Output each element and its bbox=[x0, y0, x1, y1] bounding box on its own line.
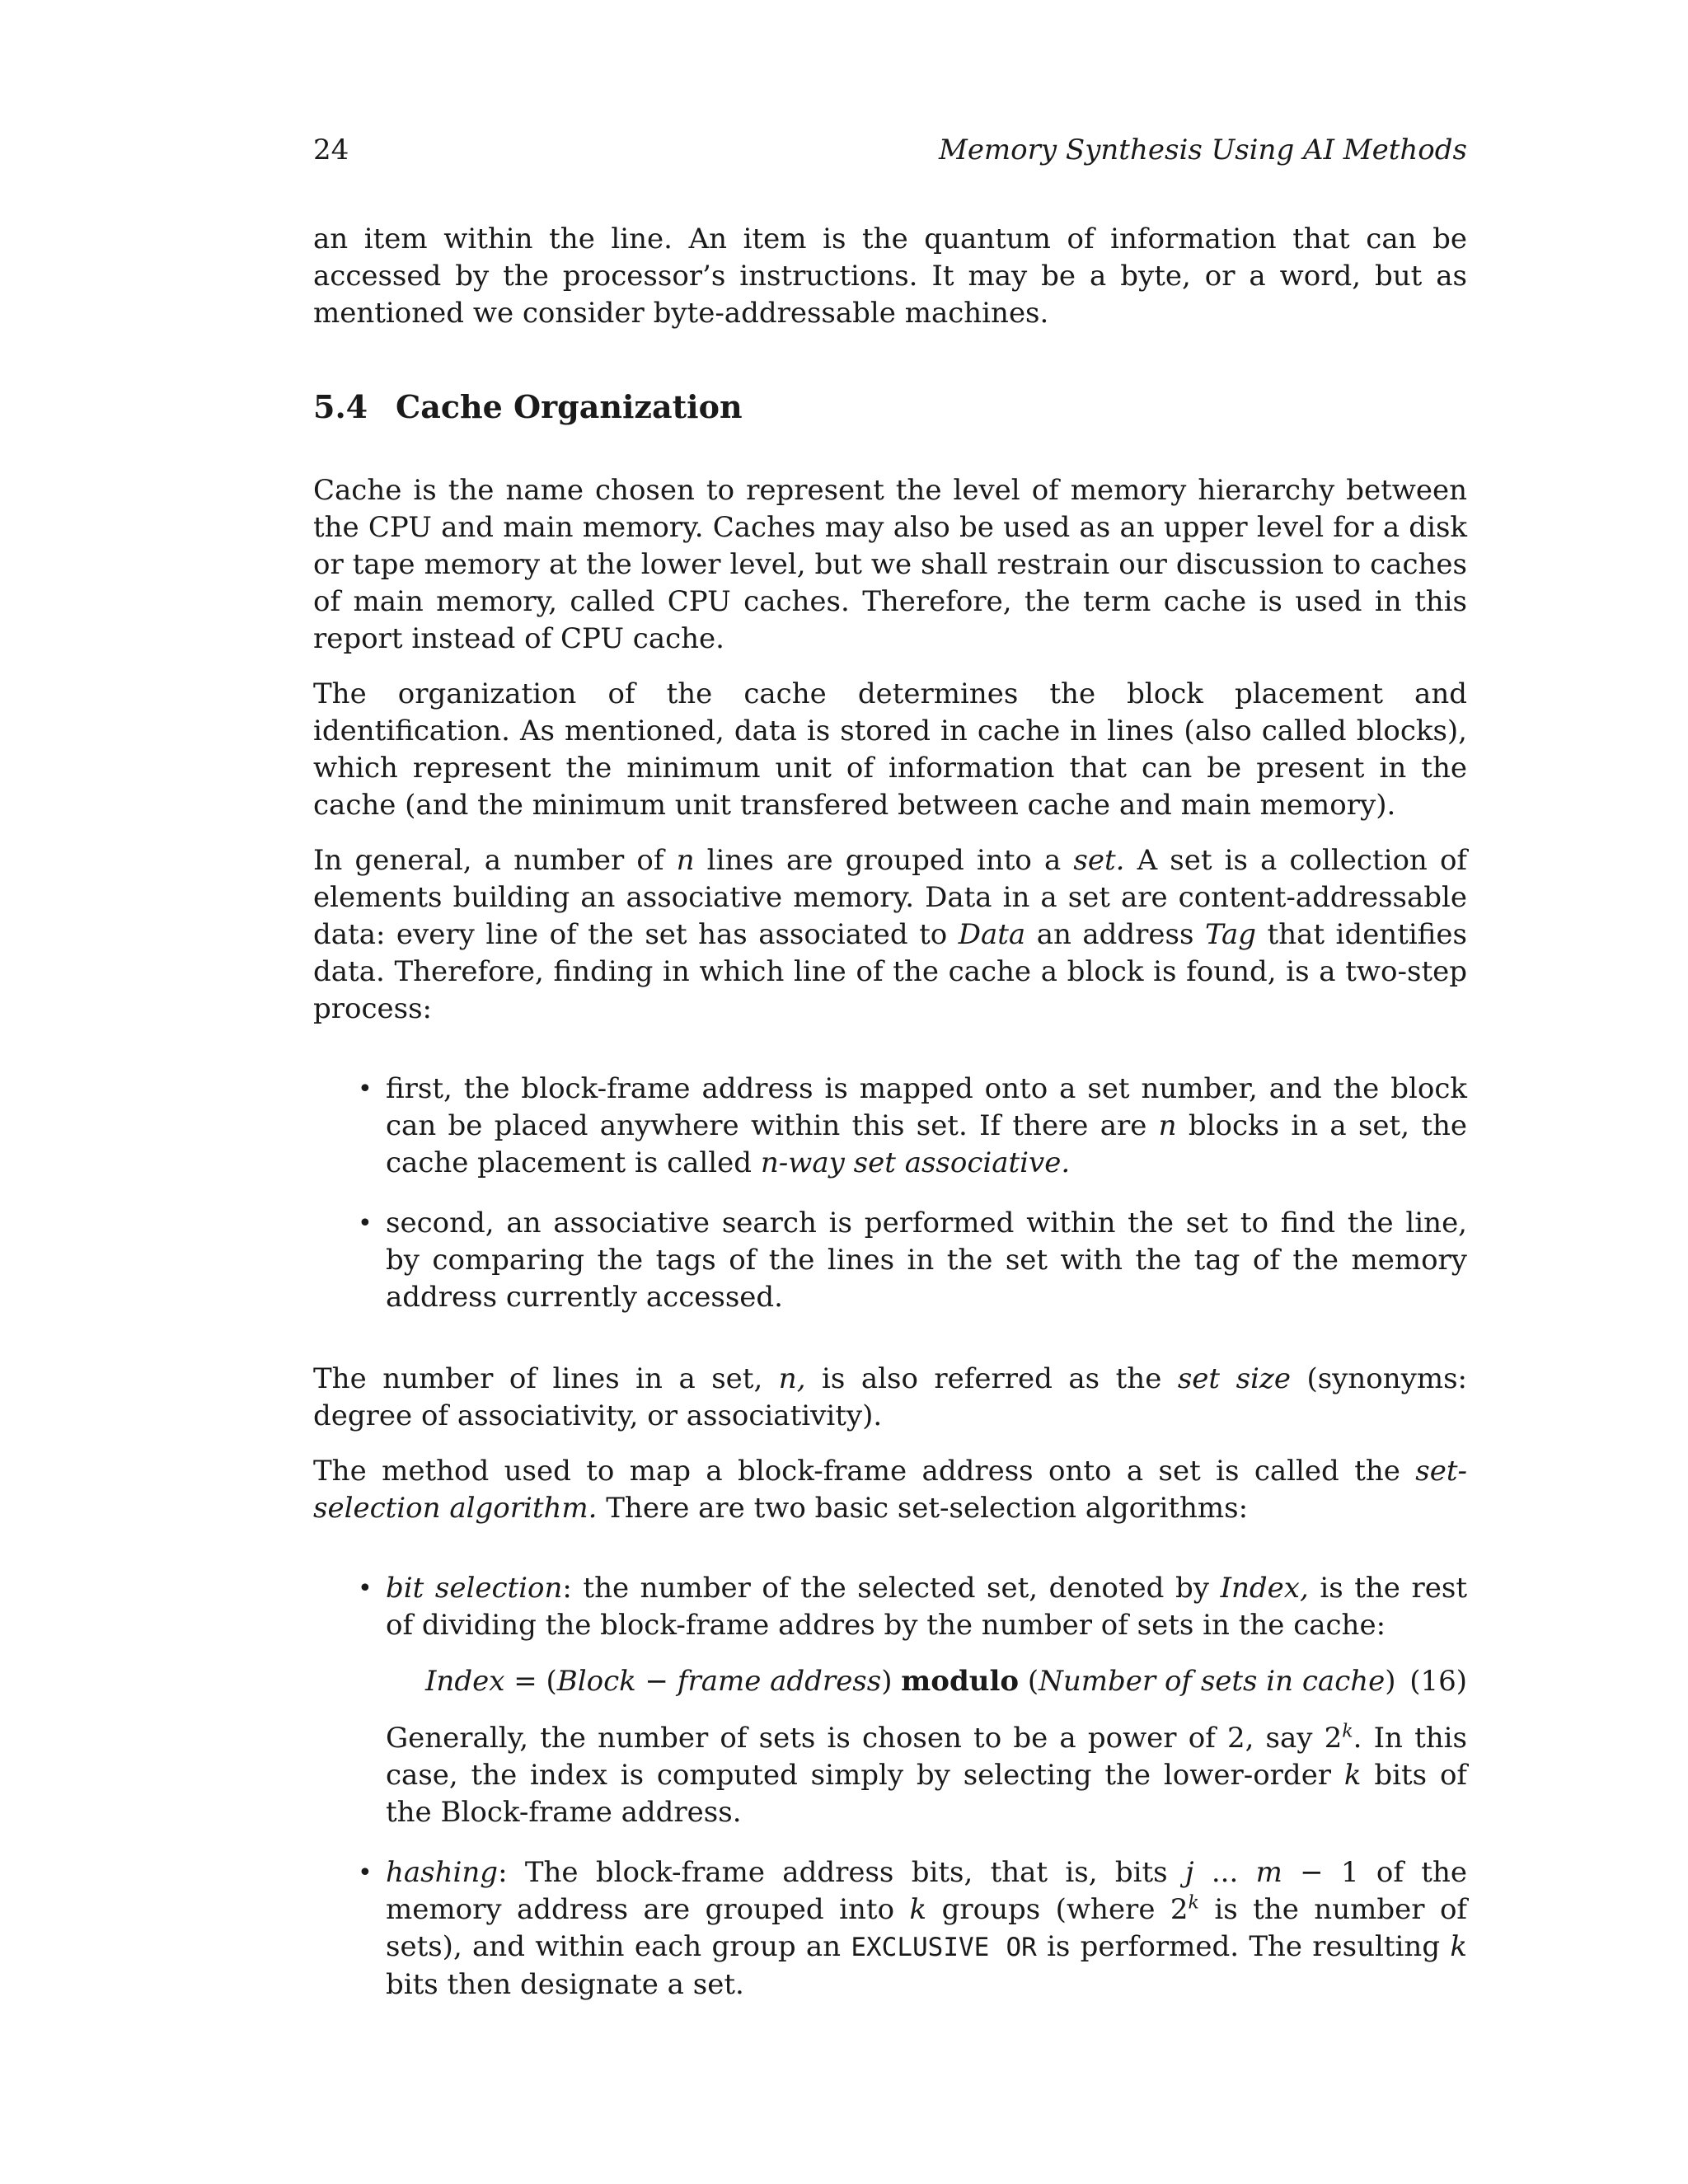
page-number: 24 bbox=[313, 134, 349, 166]
bullet-icon: • bbox=[358, 1858, 373, 1887]
paragraph-cache-organization: The organization of the cache determines the block placement and identification. As mentioned, data is stored in cache in lines (also called blocks), which represent the minimum unit of information that can be present in the cache (and the minimum unit transfered between cache and main memory). bbox=[313, 677, 1467, 822]
equation-16 bbox=[386, 1662, 1467, 1700]
paragraph-set-selection: The method used to map a block-frame address onto a set is called the set-selection algorithm. There are two basic set-selection algorithms: bbox=[313, 1455, 1467, 1525]
bullet-icon: • bbox=[358, 1209, 373, 1238]
section-number: 5.4 bbox=[313, 388, 368, 425]
paragraph-cache-definition: Cache is the name chosen to represent the level of memory hierarchy between the CPU and main memory. Caches may also be used as an upper level for a disk or tape memory at the lower level, but we shall restrain our discussion to caches of main memory, called CPU caches. Therefore, the term cache is used in this report instead of CPU cache. bbox=[313, 474, 1467, 655]
list-item-hashing: • hashing: The block-frame address bits, that is, bits j ... m − 1 of the memory address are grouped into k groups (where 2$^k$ is the number of sets), and within each group an EXCLUSIVE OR is performed. The resulting k bits then designate a set. bbox=[358, 1856, 1467, 2001]
set-selection-algorithms-list bbox=[313, 1570, 1467, 2004]
equation-number: (16) bbox=[1409, 1665, 1467, 1698]
bit-selection-note: Generally, the number of sets is chosen to be a power of 2, say 2$^k$. In this case, the index is computed simply by selecting the lower-order k bits of the Block-frame address. bbox=[386, 1721, 1467, 1829]
list-item-first-step: • first, the block-frame address is mapped onto a set number, and the block can be placed anywhere within this set. If there are n blocks in a set, the cache placement is called n-way set associative. bbox=[358, 1072, 1467, 1179]
section-title: Cache Organization bbox=[396, 388, 743, 425]
bullet-icon: • bbox=[358, 1075, 373, 1104]
two-step-process-list bbox=[313, 1071, 1467, 1316]
list-item-bit-selection: • bit selection: the number of the selected set, denoted by Index, is the rest of dividing the block-frame addres by the number of sets in the cache: Index = (Block − frame address) modulo (Number of sets in cache) (16) Generally, the number of sets is chosen to be a power of 2, say 2$^k$. In this case, the index is computed simply by selecting the lower-order k bits of the Block-frame address. bbox=[313, 1570, 1467, 1831]
equation-body: Index = (Block − frame address) modulo (Number of sets in cache) bbox=[425, 1665, 1396, 1698]
running-title: Memory Synthesis Using AI Methods bbox=[939, 134, 1467, 166]
running-header bbox=[313, 132, 1467, 168]
list-item-second-step: • second, an associative search is performed within the set to find the line, by comparing the tags of the lines in the set with the tag of the memory address currently accessed. bbox=[358, 1207, 1467, 1314]
section-heading bbox=[313, 388, 1467, 426]
document-page bbox=[313, 132, 1467, 2048]
paragraph-set-definition: In general, a number of n lines are grouped into a set. A set is a collection of elements building an associative memory. Data in a set are content-addressable data: every line of the set has associated to Data an address Tag that identifies data. Therefore, finding in which line of the cache a block is found, is a two-step process: bbox=[313, 844, 1467, 1025]
bullet-icon: • bbox=[358, 1574, 373, 1603]
intro-paragraph: an item within the line. An item is the quantum of information that can be accessed by the processor’s instructions. It may be a byte, or a word, but as mentioned we consider byte-addressable machines. bbox=[313, 223, 1467, 330]
paragraph-set-size: The number of lines in a set, n, is also referred as the set size (synonyms: degree of associativity, or associativity). bbox=[313, 1362, 1468, 1432]
